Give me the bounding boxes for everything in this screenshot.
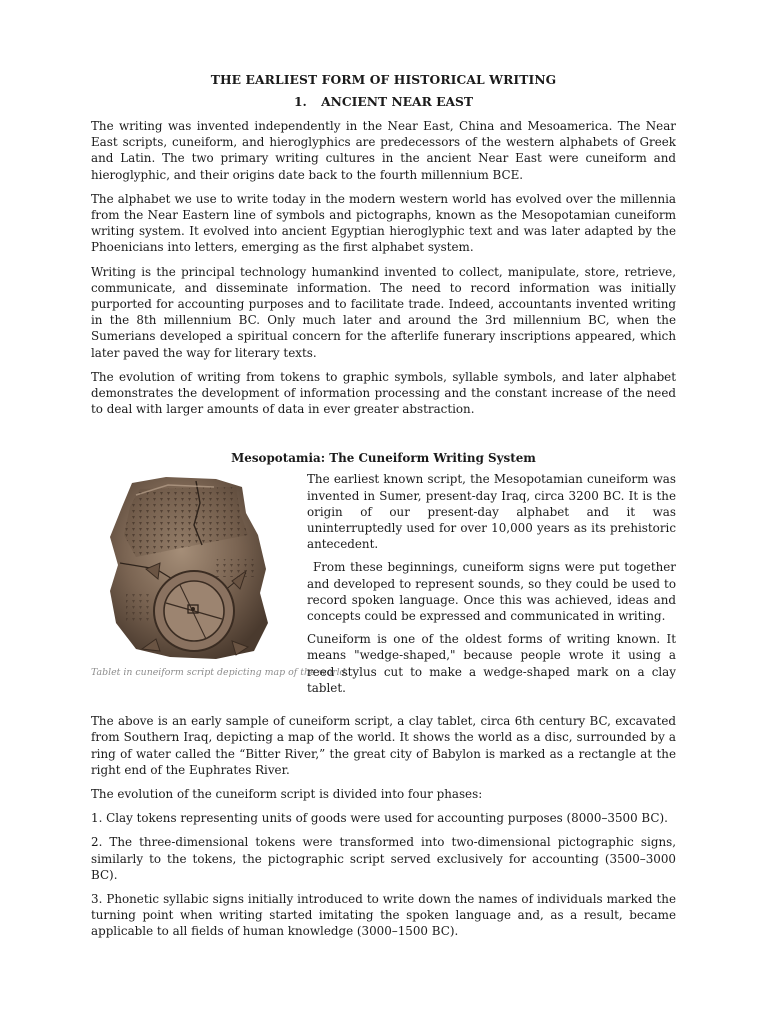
closing-paragraph: The above is an early sample of cuneiform script, a clay tablet, circa 6th century BC, excavated from Southern Iraq, depicting a map of the world. It shows the world as a disc, surrounded by a ring of water called the “Bitter River,” the great city of Babylon is marked as a rectangle at the right end of the Euphrates River. xyxy=(91,714,676,777)
list-item: 1. Clay tokens representing units of goods were used for accounting purposes (8000–3500 BC). xyxy=(91,811,668,826)
intro-paragraph: Writing is the principal technology humankind invented to collect, manipulate, store, retrieve, communicate, and disseminate information. The need to record information was initially purported for accounting purposes and to facilitate trade. Indeed, accountants invented writing in the 8th millennium BC. Only much later and around the 3rd millennium BC, when the Sumerians developed a spiritual concern for the afterlife funerary inscriptions appeared, which later paved the way for literary texts. xyxy=(91,264,676,360)
section-number: 1. xyxy=(293,94,307,109)
subheading: Mesopotamia: The Cuneiform Writing System xyxy=(231,451,536,466)
closing-paragraph: The evolution of the cuneiform script is divided into four phases: xyxy=(91,786,483,801)
closing-section xyxy=(91,713,676,939)
side-paragraph: From these beginnings, cuneiform signs were put together and developed to represent sounds, so they could be used to record spoken language. Once this was achieved, ideas and concepts could be expressed and communicated in writing. xyxy=(307,560,676,624)
side-paragraph: The earliest known script, the Mesopotamian cuneiform was invented in Sumer, present-day Iraq, circa 3200 BC. It is the origin of our present-day alphabet and it was uninterruptedly used for over 10,000 years as its prehistoric antecedent. xyxy=(307,472,676,552)
intro-paragraph: The evolution of writing from tokens to graphic symbols, syllable symbols, and later alphabet demonstrates the development of information processing and the constant increase of the need to deal with larger amounts of data in ever greater abstraction. xyxy=(91,369,676,417)
figure-caption: Tablet in cuneiform script depicting map of the world. xyxy=(91,667,349,679)
section-heading xyxy=(91,94,676,109)
list-item: 3. Phonetic syllabic signs initially introduced to write down the names of individuals marked the turning point when writing started imitating the spoken language and, as a result, became applicable to all fields of human knowledge (3000–1500 BC). xyxy=(91,891,676,939)
cuneiform-tablet-image xyxy=(96,473,288,663)
side-paragraph: Cuneiform is one of the oldest forms of writing known. It means "wedge-shaped," because people wrote it using a reed stylus cut to make a wedge-shaped mark on a clay tablet. xyxy=(307,632,676,695)
intro-paragraph: The alphabet we use to write today in the modern western world has evolved over the millennia from the Near Eastern line of symbols and pictographs, known as the Mesopotamian cuneiform writing system. It evolved into ancient Egyptian hieroglyphic text and was later adapted by the Phoenicians into letters, emerging as the first alphabet system. xyxy=(91,191,676,255)
list-item: 2. The three-dimensional tokens were transformed into two-dimensional pictographic signs, similarly to the tokens, the pictographic script served exclusively for accounting (3500–3000 BC). xyxy=(91,835,676,882)
intro-paragraph: The writing was invented independently in the Near East, China and Mesoamerica. The Near East scripts, cuneiform, and hieroglyphics are predecessors of the western alphabets of Greek and Latin. The two primary writing cultures in the ancient Near East were cuneiform and hieroglyphic, and their origins date back to the fourth millennium BCE. xyxy=(91,119,676,182)
document-title: THE EARLIEST FORM OF HISTORICAL WRITING xyxy=(210,72,557,87)
figure-side-text xyxy=(307,471,676,703)
figure xyxy=(91,471,349,679)
figure-row xyxy=(91,471,676,703)
section-title: ANCIENT NEAR EAST xyxy=(321,94,474,109)
